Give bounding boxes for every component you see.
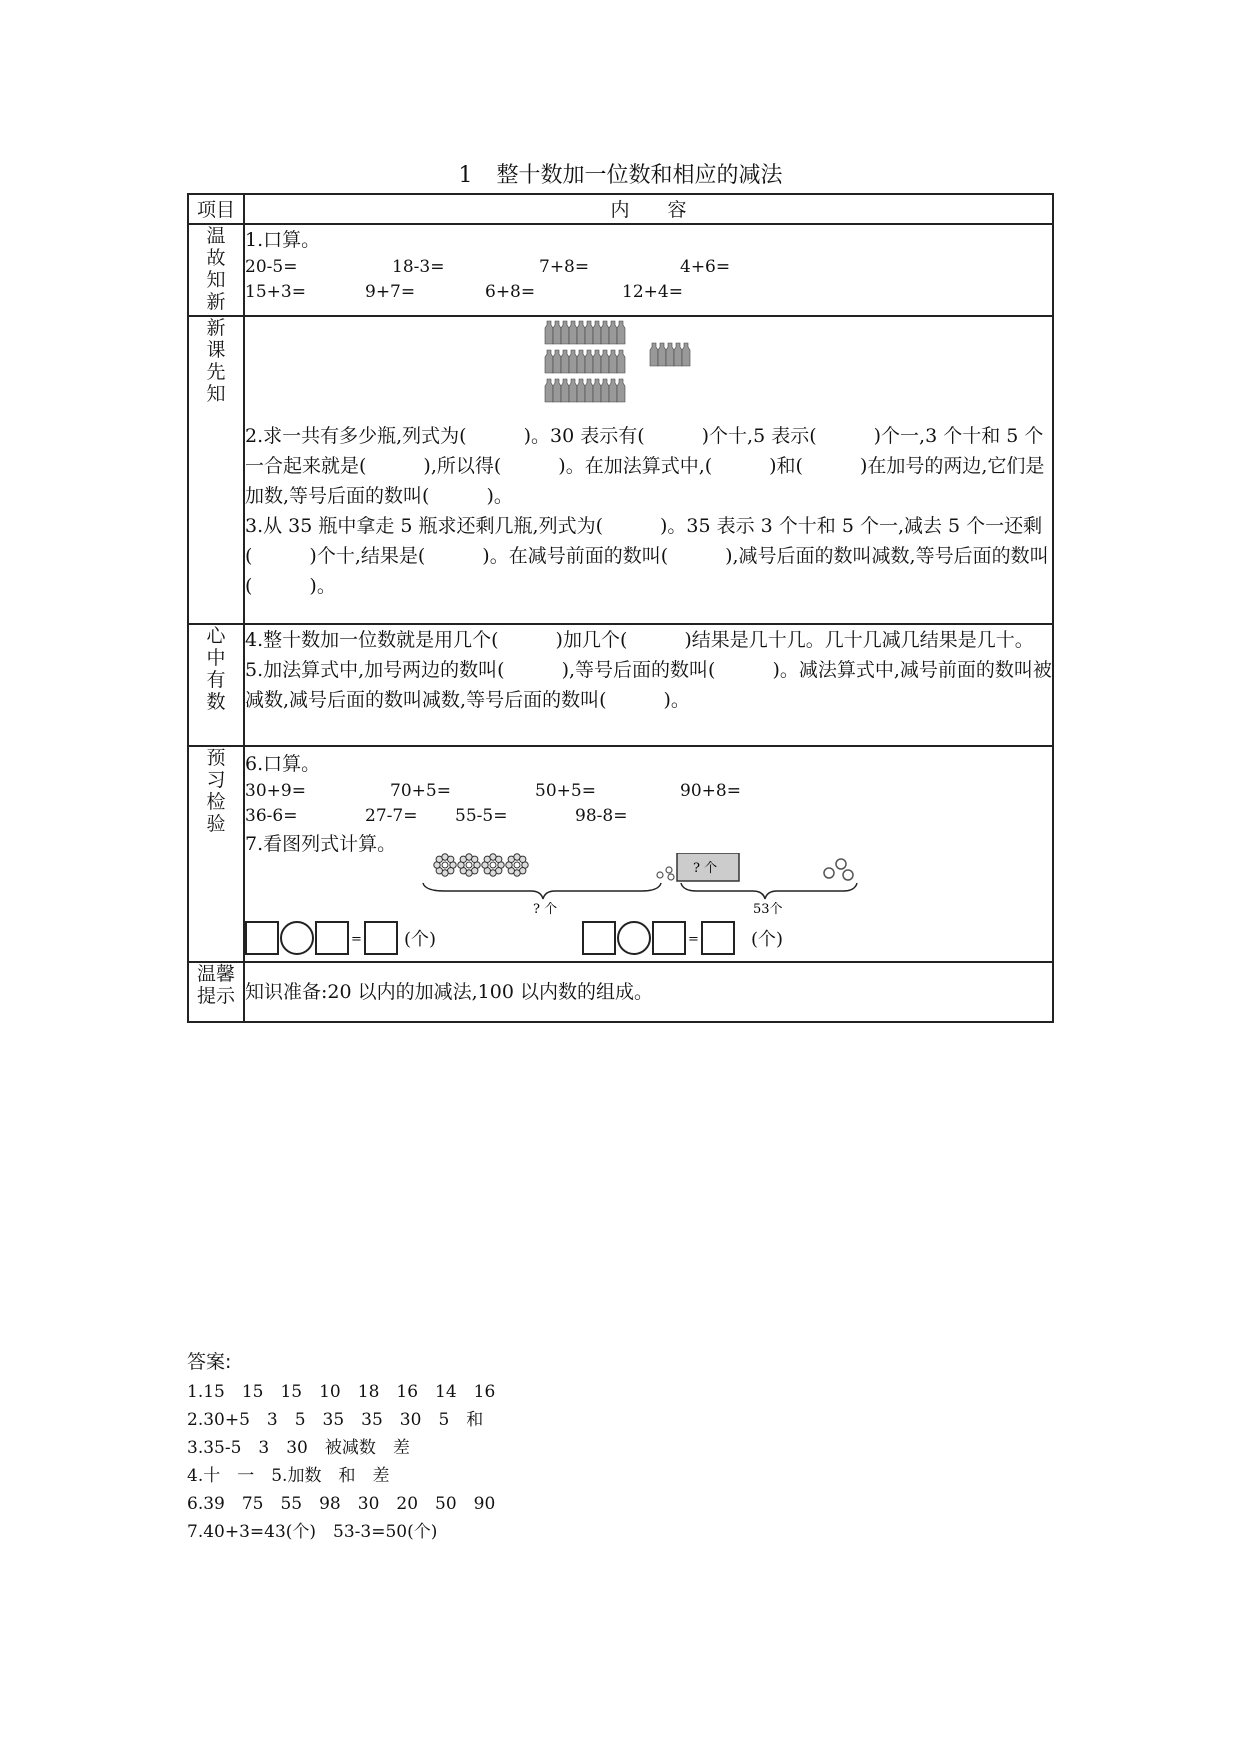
bottle-icon xyxy=(593,379,601,402)
title-number: 1 xyxy=(458,163,473,188)
answer-row: 6.39 75 55 98 30 20 50 90 xyxy=(187,1494,496,1514)
section-content xyxy=(244,624,1053,746)
section-label: 温 故 知 新 xyxy=(188,224,244,316)
bottle-icon xyxy=(609,350,617,373)
bottle-icon xyxy=(658,343,666,366)
figure-area xyxy=(245,859,1052,955)
bottle-icon xyxy=(609,321,617,344)
answers-block xyxy=(187,1348,495,1546)
bottle-icon xyxy=(617,321,625,344)
answer-box[interactable] xyxy=(701,921,735,955)
section-preview-check xyxy=(188,746,1053,962)
bottle-icon xyxy=(585,321,593,344)
bottle-icon xyxy=(561,350,569,373)
question-6: 6.口算。 xyxy=(245,753,321,775)
question-4: 4.整十数加一位数就是用几个( )加几个( )结果是几十几。几十几减几结果是几十。 xyxy=(245,629,1034,651)
answer-box[interactable] xyxy=(315,921,349,955)
header-content: 内 容 xyxy=(244,194,1053,224)
bottle-icon xyxy=(561,321,569,344)
tip-text: 知识准备:20 以内的加减法,100 以内数的组成。 xyxy=(245,981,653,1003)
ball xyxy=(843,870,853,880)
brace-1-label: ? 个 xyxy=(533,902,558,917)
brace-2 xyxy=(681,883,857,899)
bottle-icon xyxy=(666,343,674,366)
table-header-row xyxy=(188,194,1053,224)
question-2: 2.求一共有多少瓶,列式为( )。30 表示有( )个十,5 表示( )个一,3 个十和 5 个一合起来就是( ),所以得( )。在加法算式中,( )和( )在加号的两边,它们是加数,等号后面的数叫( )。 xyxy=(245,425,1045,507)
section-label: 温馨 提示 xyxy=(188,962,244,1022)
calc-row-2: 36-6= 27-7= 55-5= 98-8= xyxy=(245,806,628,826)
ball xyxy=(824,868,834,878)
bottles-illustration xyxy=(245,317,1085,421)
answer-row: 7.40+3=43(个) 53-3=50(个) xyxy=(187,1522,438,1542)
flower-petal xyxy=(520,856,526,862)
figure-1 xyxy=(423,854,661,917)
answer-template-2: = (个) xyxy=(582,921,783,955)
bottle-icon xyxy=(585,350,593,373)
page-title xyxy=(0,158,1241,189)
bottle-icon xyxy=(585,379,593,402)
section-content xyxy=(244,962,1053,1022)
ball xyxy=(657,872,663,878)
header-item: 项目 xyxy=(188,194,244,224)
answer-row: 4.十 一 5.加数 和 差 xyxy=(187,1466,390,1486)
flower-icon xyxy=(514,862,520,868)
bottle-icon xyxy=(601,321,609,344)
bottle-icon xyxy=(545,379,553,402)
calc-row-1: 20-5= 18-3= 7+8= 4+6= xyxy=(245,257,731,277)
bottle-icon xyxy=(561,379,569,402)
answer-row: 3.35-5 3 30 被减数 差 xyxy=(187,1438,410,1458)
figure-diagrams xyxy=(245,853,1085,917)
bottle-icon xyxy=(553,350,561,373)
bottle-icon xyxy=(577,379,585,402)
bottle-icon xyxy=(617,379,625,402)
answer-template-1: = (个) xyxy=(245,921,436,955)
operator-circle[interactable] xyxy=(617,921,651,955)
unit-label: (个) xyxy=(750,929,783,950)
title-text: 整十数加一位数和相应的减法 xyxy=(496,163,783,188)
question-7: 7.看图列式计算。 xyxy=(245,833,397,855)
brace-2-label: 53个 xyxy=(753,902,783,917)
flower-icon xyxy=(442,862,448,868)
section-label: 心 中 有 数 xyxy=(188,624,244,746)
flower-petal xyxy=(448,856,454,862)
bottle-icon xyxy=(609,379,617,402)
section-content xyxy=(244,224,1053,316)
bottle-icon xyxy=(569,321,577,344)
bottle-icon xyxy=(593,350,601,373)
figure-2 xyxy=(657,853,857,917)
question-3: 3.从 35 瓶中拿走 5 瓶求还剩几瓶,列式为( )。35 表示 3 个十和 5 个一,减去 5 个一还剩( )个十,结果是( )。在减号前面的数叫( ),减号后面的数叫减数,等号后面的数叫( )。 xyxy=(245,515,1049,597)
bottle-icon xyxy=(553,321,561,344)
bottle-icon xyxy=(545,321,553,344)
bottle-icon xyxy=(674,343,682,366)
flower-petal xyxy=(496,856,502,862)
section-tips xyxy=(188,962,1053,1022)
lesson-table xyxy=(187,193,1054,1023)
ball xyxy=(836,859,846,869)
box-label: ? 个 xyxy=(693,861,718,876)
section-new-lesson xyxy=(188,316,1053,624)
section-review xyxy=(188,224,1053,316)
answer-box[interactable] xyxy=(364,921,398,955)
bottle-icon xyxy=(617,350,625,373)
answer-row: 2.30+5 3 5 35 35 30 5 和 xyxy=(187,1410,484,1430)
bottle-icon xyxy=(569,379,577,402)
question-1: 1.口算。 xyxy=(245,229,321,251)
calc-row-1: 30+9= 70+5= 50+5= 90+8= xyxy=(245,781,741,801)
calc-row-2: 15+3= 9+7= 6+8= 12+4= xyxy=(245,282,683,302)
bottle-icon xyxy=(577,321,585,344)
section-key-points xyxy=(188,624,1053,746)
section-content xyxy=(244,746,1053,962)
bottle-icon xyxy=(682,343,690,366)
bottle-icon xyxy=(577,350,585,373)
ball xyxy=(668,874,674,880)
bottle-icon xyxy=(553,379,561,402)
flower-icon xyxy=(490,862,496,868)
answer-box[interactable] xyxy=(582,921,616,955)
answer-box[interactable] xyxy=(652,921,686,955)
bottle-icon xyxy=(601,379,609,402)
answers-heading: 答案: xyxy=(187,1351,232,1373)
section-label: 预 习 检 验 xyxy=(188,746,244,962)
unit-label: (个) xyxy=(403,929,436,950)
answer-box[interactable] xyxy=(245,921,279,955)
flower-petal xyxy=(472,856,478,862)
flower-icon xyxy=(466,862,472,868)
bottle-icon xyxy=(545,350,553,373)
bottle-icon xyxy=(593,321,601,344)
section-label: 新 课 先 知 xyxy=(188,316,244,624)
section-content xyxy=(244,316,1053,624)
brace-1 xyxy=(423,883,661,899)
bottle-icon xyxy=(601,350,609,373)
operator-circle[interactable] xyxy=(280,921,314,955)
bottle-icon xyxy=(569,350,577,373)
answer-row: 1.15 15 15 10 18 16 14 16 xyxy=(187,1382,496,1402)
question-5: 5.加法算式中,加号两边的数叫( ),等号后面的数叫( )。减法算式中,减号前面的数叫被减数,减号后面的数叫减数,等号后面的数叫( )。 xyxy=(245,659,1052,711)
ball xyxy=(666,867,672,873)
bottle-icon xyxy=(650,343,658,366)
